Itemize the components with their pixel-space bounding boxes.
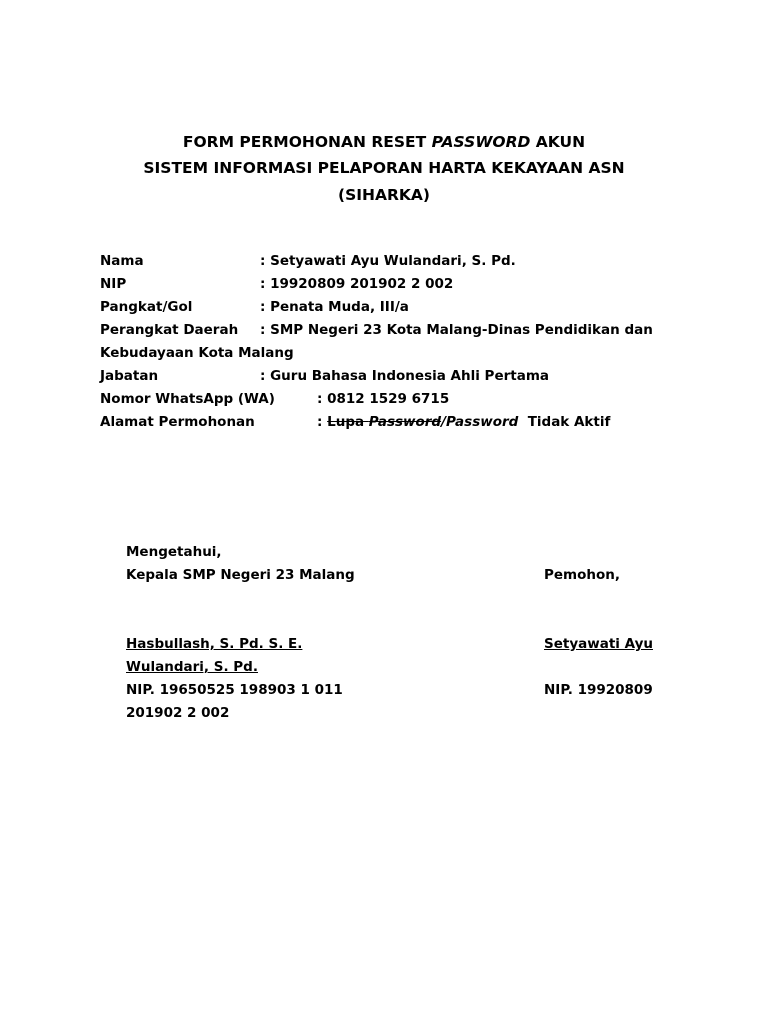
kepala-sekolah-nip: NIP. 19650525 198903 1 011 bbox=[126, 682, 343, 698]
alamat-label: Alamat Permohonan bbox=[100, 414, 255, 430]
alamat-separator: / bbox=[441, 414, 447, 430]
jabatan-label: Jabatan bbox=[100, 368, 159, 384]
alamat-colon: : bbox=[317, 414, 328, 430]
alamat-struck-password: Password bbox=[368, 414, 442, 430]
field-pangkat bbox=[100, 296, 409, 319]
pangkat-value: : Penata Muda, III/a bbox=[260, 299, 409, 315]
nip-label: NIP bbox=[100, 276, 127, 292]
nama-value: : Setyawati Ayu Wulandari, S. Pd. bbox=[260, 253, 516, 269]
field-perangkat-daerah-cont: Kebudayaan Kota Malang bbox=[100, 345, 294, 361]
alamat-tidak-aktif: Tidak Aktif bbox=[518, 414, 611, 430]
pemohon-nip: NIP. 19920809 bbox=[544, 682, 653, 698]
perangkat-value: : SMP Negeri 23 Kota Malang-Dinas Pendidikan dan bbox=[260, 322, 653, 338]
title-password-word: PASSWORD bbox=[431, 133, 531, 151]
field-alamat-permohonan bbox=[100, 411, 610, 434]
wa-label: Nomor WhatsApp (WA) bbox=[100, 391, 275, 407]
field-nip bbox=[100, 273, 453, 296]
title-prefix: FORM PERMOHONAN RESET bbox=[182, 133, 432, 151]
perangkat-label: Perangkat Daerah bbox=[100, 322, 239, 338]
field-perangkat-daerah bbox=[100, 319, 653, 342]
mengetahui-label: Mengetahui, bbox=[126, 544, 222, 560]
field-nama bbox=[100, 250, 516, 273]
form-title-line-3: (SIHARKA) bbox=[337, 186, 430, 204]
field-jabatan bbox=[100, 365, 549, 388]
form-title-line-2: SISTEM INFORMASI PELAPORAN HARTA KEKAYAAN ASN bbox=[143, 159, 625, 177]
pemohon-nip-continued: 201902 2 002 bbox=[126, 705, 230, 721]
kepala-sekolah-title: Kepala SMP Negeri 23 Malang bbox=[126, 567, 355, 583]
pemohon-name: Setyawati Ayu bbox=[544, 636, 653, 652]
nip-value: : 19920809 201902 2 002 bbox=[260, 276, 454, 292]
pangkat-label: Pangkat/Gol bbox=[100, 299, 193, 315]
wa-value: : 0812 1529 6715 bbox=[317, 391, 450, 407]
kepala-sekolah-name: Hasbullash, S. Pd. S. E. bbox=[126, 636, 303, 652]
nama-label: Nama bbox=[100, 253, 144, 269]
alamat-password: Password bbox=[446, 414, 519, 430]
jabatan-value: : Guru Bahasa Indonesia Ahli Pertama bbox=[260, 368, 549, 384]
pemohon-name-continued: Wulandari, S. Pd. bbox=[126, 659, 258, 675]
field-whatsapp bbox=[100, 388, 449, 411]
pemohon-label: Pemohon, bbox=[544, 567, 621, 583]
alamat-struck-lupa: Lupa bbox=[327, 414, 369, 430]
title-suffix: AKUN bbox=[530, 133, 586, 151]
